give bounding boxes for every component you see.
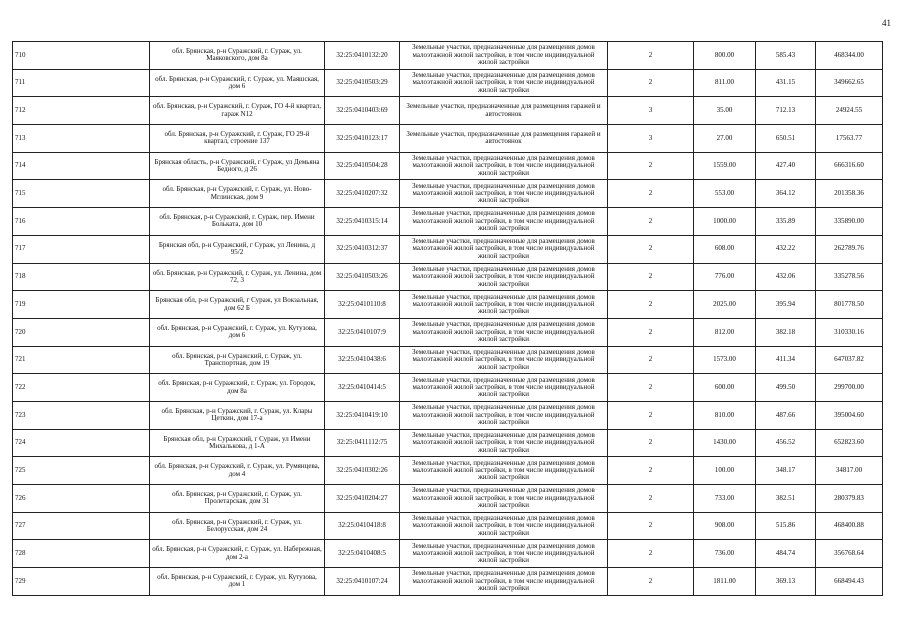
cadastral-number-cell: 32:25:0410503:29 — [325, 69, 400, 97]
row-number: 713 — [13, 125, 150, 153]
area-cell: 1811.00 — [694, 568, 756, 596]
row-number: 719 — [13, 291, 150, 319]
cadastral-value-cell: 801778.50 — [816, 291, 883, 319]
specific-value-cell: 515.86 — [756, 512, 816, 540]
specific-value-cell: 585.43 — [756, 42, 816, 70]
category-cell: 2 — [608, 318, 694, 346]
address-cell: Брянская обл, р-н Суражский, г Сураж, ул Вокзальная, дом 62 Б — [150, 291, 325, 319]
table-row — [13, 291, 883, 319]
cadastral-number-cell: 32:25:0410438:6 — [325, 346, 400, 374]
area-cell: 600.00 — [694, 374, 756, 402]
specific-value-cell: 484.74 — [756, 540, 816, 568]
specific-value-cell: 335.89 — [756, 208, 816, 236]
category-cell: 3 — [608, 97, 694, 125]
category-cell: 2 — [608, 485, 694, 513]
row-number: 722 — [13, 374, 150, 402]
address-cell: обл. Брянская, р-н Суражский, г. Сураж, ГО 4-й квартал, гараж N12 — [150, 97, 325, 125]
permitted-use-cell: Земельные участки, предназначенные для размещения домов малоэтажной жилой застройки, в том числе индивидуальной жилой застройки — [400, 540, 608, 568]
row-number: 726 — [13, 485, 150, 513]
row-number: 721 — [13, 346, 150, 374]
cadastral-value-cell: 335278.56 — [816, 263, 883, 291]
address-cell: обл. Брянская, р-н Суражский, г. Сураж, ул. Маяковского, дом 8а — [150, 42, 325, 70]
row-number: 728 — [13, 540, 150, 568]
table-row — [13, 346, 883, 374]
specific-value-cell: 348.17 — [756, 457, 816, 485]
category-cell: 2 — [608, 540, 694, 568]
cadastral-number-cell: 32:25:0410312:37 — [325, 235, 400, 263]
table-row — [13, 401, 883, 429]
area-cell: 1573.00 — [694, 346, 756, 374]
category-cell: 2 — [608, 263, 694, 291]
category-cell: 2 — [608, 69, 694, 97]
permitted-use-cell: Земельные участки, предназначенные для размещения домов малоэтажной жилой застройки, в том числе индивидуальной жилой застройки — [400, 42, 608, 70]
area-cell: 811.00 — [694, 69, 756, 97]
area-cell: 553.00 — [694, 180, 756, 208]
address-cell: обл. Брянская, р-н Суражский, г. Сураж, ул. Ново-Мглинская, дом 9 — [150, 180, 325, 208]
row-number: 727 — [13, 512, 150, 540]
table-row — [13, 485, 883, 513]
category-cell: 2 — [608, 429, 694, 457]
cadastral-number-cell: 32:25:0410207:32 — [325, 180, 400, 208]
cadastral-value-cell: 335890.00 — [816, 208, 883, 236]
row-number: 712 — [13, 97, 150, 125]
cadastral-value-cell: 280379.83 — [816, 485, 883, 513]
cadastral-value-cell: 395004.60 — [816, 401, 883, 429]
table-row — [13, 429, 883, 457]
land-registry-table — [12, 41, 883, 596]
address-cell: обл. Брянская, р-н Суражский, г. Сураж, ул. Румянцева, дом 4 — [150, 457, 325, 485]
cadastral-number-cell: 32:25:0410504:28 — [325, 152, 400, 180]
cadastral-value-cell: 299700.00 — [816, 374, 883, 402]
area-cell: 733.00 — [694, 485, 756, 513]
category-cell: 2 — [608, 180, 694, 208]
cadastral-value-cell: 668494.43 — [816, 568, 883, 596]
category-cell: 3 — [608, 125, 694, 153]
permitted-use-cell: Земельные участки, предназначенные для размещения домов малоэтажной жилой застройки, в том числе индивидуальной жилой застройки — [400, 235, 608, 263]
permitted-use-cell: Земельные участки, предназначенные для размещения домов малоэтажной жилой застройки, в том числе индивидуальной жилой застройки — [400, 346, 608, 374]
cadastral-number-cell: 32:25:0410419:10 — [325, 401, 400, 429]
category-cell: 2 — [608, 457, 694, 485]
area-cell: 776.00 — [694, 263, 756, 291]
specific-value-cell: 432.06 — [756, 263, 816, 291]
area-cell: 812.00 — [694, 318, 756, 346]
row-number: 729 — [13, 568, 150, 596]
table-row — [13, 374, 883, 402]
row-number: 716 — [13, 208, 150, 236]
cadastral-value-cell: 349662.65 — [816, 69, 883, 97]
table-row — [13, 180, 883, 208]
row-number: 717 — [13, 235, 150, 263]
cadastral-number-cell: 32:25:0411112:75 — [325, 429, 400, 457]
address-cell: обл. Брянская, р-н Суражский, г. Сураж, ул. Белорусская, дом 24 — [150, 512, 325, 540]
category-cell: 2 — [608, 568, 694, 596]
row-number: 725 — [13, 457, 150, 485]
row-number: 720 — [13, 318, 150, 346]
permitted-use-cell: Земельные участки, предназначенные для размещения домов малоэтажной жилой застройки, в том числе индивидуальной жилой застройки — [400, 152, 608, 180]
area-cell: 736.00 — [694, 540, 756, 568]
permitted-use-cell: Земельные участки, предназначенные для размещения домов малоэтажной жилой застройки, в том числе индивидуальной жилой застройки — [400, 263, 608, 291]
category-cell: 2 — [608, 512, 694, 540]
address-cell: обл. Брянская, р-н Суражский, г. Сураж, ул. Маяшская, дом 6 — [150, 69, 325, 97]
cadastral-number-cell: 32:25:0410110:8 — [325, 291, 400, 319]
address-cell: обл. Брянская, р-н Суражский, г. Сураж, ул. Пролетарская, дом 31 — [150, 485, 325, 513]
permitted-use-cell: Земельные участки, предназначенные для размещения домов малоэтажной жилой застройки, в том числе индивидуальной жилой застройки — [400, 291, 608, 319]
specific-value-cell: 499.50 — [756, 374, 816, 402]
table-row — [13, 125, 883, 153]
cadastral-number-cell: 32:25:0410123:17 — [325, 125, 400, 153]
category-cell: 2 — [608, 42, 694, 70]
permitted-use-cell: Земельные участки, предназначенные для размещения домов малоэтажной жилой застройки, в том числе индивидуальной жилой застройки — [400, 180, 608, 208]
address-cell: Брянская обл, р-н Суражский, г Сураж, ул Имени Михалькова, д 1-А — [150, 429, 325, 457]
cadastral-value-cell: 652823.60 — [816, 429, 883, 457]
cadastral-number-cell: 32:25:0410107:9 — [325, 318, 400, 346]
cadastral-number-cell: 32:25:0410403:69 — [325, 97, 400, 125]
address-cell: Брянская область, р-н Суражский, г Сураж, ул Демьяна Бедного, д 26 — [150, 152, 325, 180]
specific-value-cell: 369.13 — [756, 568, 816, 596]
address-cell: обл. Брянская, р-н Суражский, г. Сураж, ул. Ленина, дом 72, 3 — [150, 263, 325, 291]
address-cell: обл. Брянская, р-н Суражский, г. Сураж, пер. Имени Больката, дом 10 — [150, 208, 325, 236]
specific-value-cell: 411.34 — [756, 346, 816, 374]
table-row — [13, 208, 883, 236]
permitted-use-cell: Земельные участки, предназначенные для размещения домов малоэтажной жилой застройки, в том числе индивидуальной жилой застройки — [400, 318, 608, 346]
permitted-use-cell: Земельные участки, предназначенные для размещения домов малоэтажной жилой застройки, в том числе индивидуальной жилой застройки — [400, 429, 608, 457]
address-cell: обл. Брянская, р-н Суражский, г. Сураж, ул. Кутузова, дом 6 — [150, 318, 325, 346]
table-row — [13, 235, 883, 263]
specific-value-cell: 382.51 — [756, 485, 816, 513]
category-cell: 2 — [608, 235, 694, 263]
area-cell: 27.00 — [694, 125, 756, 153]
permitted-use-cell: Земельные участки, предназначенные для размещения домов малоэтажной жилой застройки, в том числе индивидуальной жилой застройки — [400, 457, 608, 485]
cadastral-value-cell: 356768.64 — [816, 540, 883, 568]
area-cell: 35.00 — [694, 97, 756, 125]
cadastral-number-cell: 32:25:0410503:26 — [325, 263, 400, 291]
area-cell: 100.00 — [694, 457, 756, 485]
area-cell: 1000.00 — [694, 208, 756, 236]
category-cell: 2 — [608, 208, 694, 236]
permitted-use-cell: Земельные участки, предназначенные для размещения домов малоэтажной жилой застройки, в том числе индивидуальной жилой застройки — [400, 69, 608, 97]
cadastral-number-cell: 32:25:0410132:20 — [325, 42, 400, 70]
area-cell: 800.00 — [694, 42, 756, 70]
permitted-use-cell: Земельные участки, предназначенные для размещения гаражей и автостоянок — [400, 125, 608, 153]
permitted-use-cell: Земельные участки, предназначенные для размещения домов малоэтажной жилой застройки, в том числе индивидуальной жилой застройки — [400, 374, 608, 402]
address-cell: обл. Брянская, р-н Суражский, г. Сураж, ул. Кутузова, дом 1 — [150, 568, 325, 596]
table-row — [13, 152, 883, 180]
row-number: 715 — [13, 180, 150, 208]
area-cell: 2025.00 — [694, 291, 756, 319]
cadastral-value-cell: 647037.82 — [816, 346, 883, 374]
row-number: 718 — [13, 263, 150, 291]
cadastral-number-cell: 32:25:0410315:14 — [325, 208, 400, 236]
cadastral-value-cell: 34817.00 — [816, 457, 883, 485]
row-number: 724 — [13, 429, 150, 457]
row-number: 714 — [13, 152, 150, 180]
row-number: 710 — [13, 42, 150, 70]
cadastral-number-cell: 32:25:0410107:24 — [325, 568, 400, 596]
category-cell: 2 — [608, 152, 694, 180]
permitted-use-cell: Земельные участки, предназначенные для размещения домов малоэтажной жилой застройки, в том числе индивидуальной жилой застройки — [400, 208, 608, 236]
cadastral-value-cell: 24924.55 — [816, 97, 883, 125]
specific-value-cell: 395.94 — [756, 291, 816, 319]
area-cell: 908.00 — [694, 512, 756, 540]
table-row — [13, 97, 883, 125]
address-cell: обл. Брянская, р-н Суражский, г. Сураж, ул. Транспортная, дом 19 — [150, 346, 325, 374]
area-cell: 1430.00 — [694, 429, 756, 457]
specific-value-cell: 487.66 — [756, 401, 816, 429]
cadastral-number-cell: 32:25:0410418:8 — [325, 512, 400, 540]
table-row — [13, 69, 883, 97]
specific-value-cell: 427.40 — [756, 152, 816, 180]
permitted-use-cell: Земельные участки, предназначенные для размещения домов малоэтажной жилой застройки, в том числе индивидуальной жилой застройки — [400, 401, 608, 429]
category-cell: 2 — [608, 346, 694, 374]
row-number: 723 — [13, 401, 150, 429]
row-number: 711 — [13, 69, 150, 97]
address-cell: обл. Брянская, р-н Суражский, г. Сураж, ул. Набережная, дом 2-а — [150, 540, 325, 568]
area-cell: 608.00 — [694, 235, 756, 263]
specific-value-cell: 382.18 — [756, 318, 816, 346]
specific-value-cell: 712.13 — [756, 97, 816, 125]
address-cell: Брянская обл, р-н Суражский, г Сураж, ул Ленина, д 95/2 — [150, 235, 325, 263]
table-row — [13, 42, 883, 70]
permitted-use-cell: Земельные участки, предназначенные для размещения домов малоэтажной жилой застройки, в том числе индивидуальной жилой застройки — [400, 485, 608, 513]
area-cell: 810.00 — [694, 401, 756, 429]
table-body — [13, 42, 883, 596]
specific-value-cell: 432.22 — [756, 235, 816, 263]
table-row — [13, 540, 883, 568]
cadastral-number-cell: 32:25:0410204:27 — [325, 485, 400, 513]
category-cell: 2 — [608, 374, 694, 402]
table-row — [13, 263, 883, 291]
table-row — [13, 457, 883, 485]
cadastral-value-cell: 468400.88 — [816, 512, 883, 540]
table-row — [13, 512, 883, 540]
address-cell: обл. Брянская, р-н Суражский, г. Сураж, ул. Клары Цеткин, дом 17-а — [150, 401, 325, 429]
cadastral-number-cell: 32:25:0410414:5 — [325, 374, 400, 402]
address-cell: обл. Брянская, р-н Суражский, г. Сураж, ГО 29-й квартал, строение 137 — [150, 125, 325, 153]
permitted-use-cell: Земельные участки, предназначенные для размещения домов малоэтажной жилой застройки, в том числе индивидуальной жилой застройки — [400, 512, 608, 540]
cadastral-value-cell: 17563.77 — [816, 125, 883, 153]
cadastral-value-cell: 201358.36 — [816, 180, 883, 208]
cadastral-value-cell: 666316.60 — [816, 152, 883, 180]
address-cell: обл. Брянская, р-н Суражский, г. Сураж, ул. Городок, дом 8а — [150, 374, 325, 402]
table-row — [13, 318, 883, 346]
cadastral-value-cell: 262789.76 — [816, 235, 883, 263]
cadastral-number-cell: 32:25:0410408:5 — [325, 540, 400, 568]
area-cell: 1559.00 — [694, 152, 756, 180]
specific-value-cell: 364.12 — [756, 180, 816, 208]
specific-value-cell: 650.51 — [756, 125, 816, 153]
table-row — [13, 568, 883, 596]
permitted-use-cell: Земельные участки, предназначенные для размещения гаражей и автостоянок — [400, 97, 608, 125]
category-cell: 2 — [608, 291, 694, 319]
category-cell: 2 — [608, 401, 694, 429]
specific-value-cell: 456.52 — [756, 429, 816, 457]
page-number: 41 — [882, 18, 891, 28]
cadastral-value-cell: 310330.16 — [816, 318, 883, 346]
permitted-use-cell: Земельные участки, предназначенные для размещения домов малоэтажной жилой застройки, в том числе индивидуальной жилой застройки — [400, 568, 608, 596]
specific-value-cell: 431.15 — [756, 69, 816, 97]
cadastral-value-cell: 468344.00 — [816, 42, 883, 70]
cadastral-number-cell: 32:25:0410302:26 — [325, 457, 400, 485]
